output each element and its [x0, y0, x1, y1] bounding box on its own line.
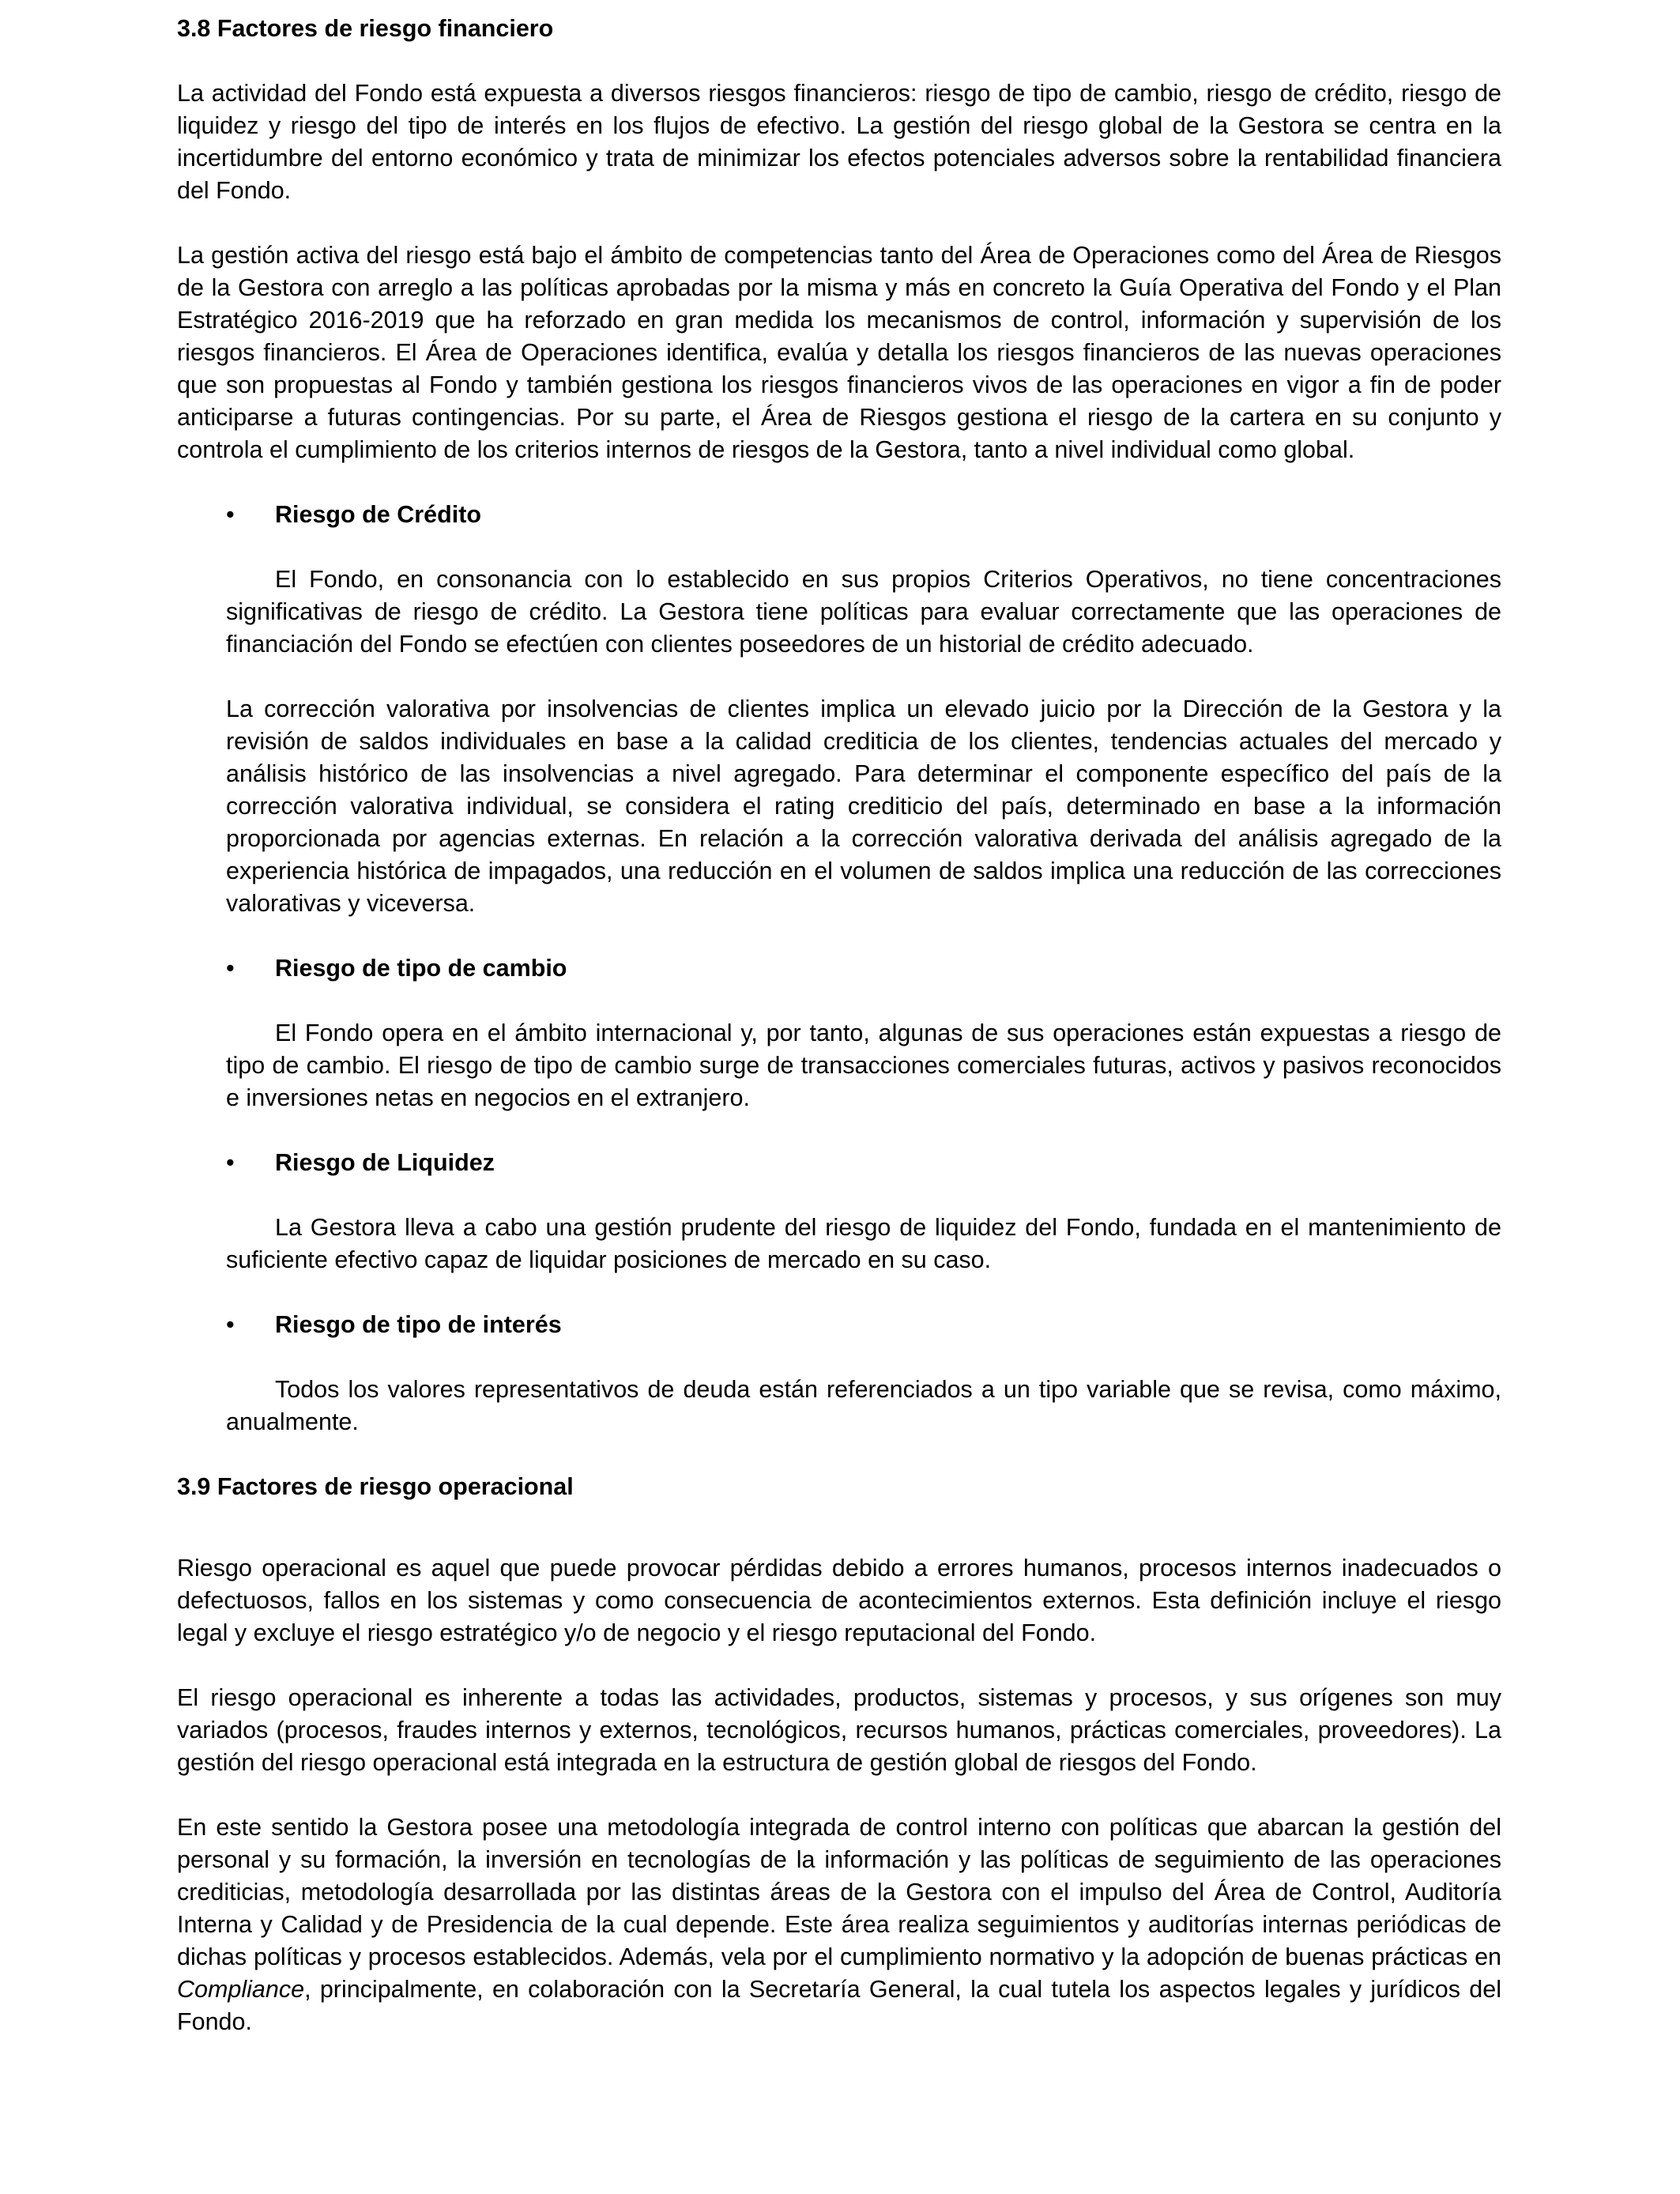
- paragraph-active-management: La gestión activa del riesgo está bajo el ámbito de competencias tanto del Área de Operaciones como del Área de Riesgos de la Gestora con arreglo a las políticas aprobadas por la misma y más en concreto la Guía Operativa del Fondo y el Plan Estratégico 2016-2019 que ha reforzado en gran medida los mecanismos de control, información y supervisión de los riesgos financieros. El Área de Operaciones identifica, evalúa y detalla los riesgos financieros de las nuevas operaciones que son propuestas al Fondo y también gestiona los riesgos financieros vivos de las operaciones en vigor a fin de poder anticiparse a futuras contingencias. Por su parte, el Área de Riesgos gestiona el riesgo de la cartera en su conjunto y controla el cumplimiento de los criterios internos de riesgos de la Gestora, tanto a nivel individual como global.: [177, 242, 1501, 463]
- bullet-icon: •: [226, 1149, 235, 1176]
- compliance-term: Compliance: [177, 1976, 305, 2003]
- paragraph-intro: La actividad del Fondo está expuesta a diversos riesgos financieros: riesgo de tipo de cambio, riesgo de crédito, riesgo de liquidez y riesgo del tipo de interés en los flujos de efectivo. La gestión del riesgo global de la Gestora se centra en la incertidumbre del entorno económico y trata de minimizar los efectos potenciales adversos sobre la rentabilidad financiera del Fondo.: [177, 80, 1501, 204]
- bullet-heading-fx: [226, 952, 1501, 985]
- paragraph-operational-3-end: , principalmente, en colaboración con la Secretaría General, la cual tutela los aspectos legales y jurídicos del Fondo.: [177, 1976, 1501, 2035]
- paragraph-credit-1: El Fondo, en consonancia con lo establecido en sus propios Criterios Operativos, no tiene concentraciones significativas de riesgo de crédito. La Gestora tiene políticas para evaluar correctamente que las operaciones de financiación del Fondo se efectúen con clientes poseedores de un historial de crédito adecuado.: [226, 566, 1501, 658]
- bullet-heading-credit: [226, 499, 1501, 531]
- section-heading-3-9: 3.9 Factores de riesgo operacional: [177, 1473, 574, 1500]
- paragraph-operational-3: [177, 1811, 1501, 2038]
- bullet-section-credit: [226, 499, 1501, 920]
- paragraph-liquidity-1: La Gestora lleva a cabo una gestión prudente del riesgo de liquidez del Fondo, fundada en el mantenimiento de suficiente efectivo capaz de liquidar posiciones de mercado en su caso.: [226, 1214, 1501, 1273]
- paragraph-operational-1: Riesgo operacional es aquel que puede provocar pérdidas debido a errores humanos, procesos internos inadecuados o defectuosos, fallos en los sistemas y como consecuencia de acontecimientos externos. Esta definición incluye el riesgo legal y excluye el riesgo estratégico y/o de negocio y el riesgo reputacional del Fondo.: [177, 1555, 1501, 1646]
- bullet-icon: •: [226, 955, 235, 982]
- bullet-title-interest: Riesgo de tipo de interés: [275, 1311, 562, 1338]
- bullet-title-credit: Riesgo de Crédito: [275, 501, 481, 528]
- bullet-title-fx: Riesgo de tipo de cambio: [275, 955, 567, 982]
- bullet-heading-interest: [226, 1309, 1501, 1341]
- section-heading-3-8: 3.8 Factores de riesgo financiero: [177, 15, 554, 42]
- paragraph-credit-2: La corrección valorativa por insolvencias de clientes implica un elevado juicio por la Dirección de la Gestora y la revisión de saldos individuales en base a la calidad crediticia de los clientes, tendencias actuales del mercado y análisis histórico de las insolvencias a nivel agregado. Para determinar el componente específico del país de la corrección valorativa individual, se considera el rating crediticio del país, determinado en base a la información proporcionada por agencias externas. En relación a la corrección valorativa derivada del análisis agregado de la experiencia histórica de impagados, una reducción en el volumen de saldos implica una reducción de las correcciones valorativas y viceversa.: [226, 696, 1501, 917]
- paragraph-operational-3-start: En este sentido la Gestora posee una metodología integrada de control interno con políticas que abarcan la gestión del personal y su formación, la inversión en tecnologías de la información y las políticas de seguimiento de las operaciones crediticias, metodología desarrollada por las distintas áreas de la Gestora con el impulso del Área de Control, Auditoría Interna y Calidad y de Presidencia de la cual depende. Este área realiza seguimientos y auditorías internas periódicas de dichas políticas y procesos establecidos. Además, vela por el cumplimiento normativo y la adopción de buenas prácticas en: [177, 1814, 1501, 1970]
- bullet-section-fx: [226, 952, 1501, 1114]
- bullet-section-liquidity: [226, 1147, 1501, 1276]
- paragraph-operational-2: El riesgo operacional es inherente a todas las actividades, productos, sistemas y procesos, y sus orígenes son muy variados (procesos, fraudes internos y externos, tecnológicos, recursos humanos, prácticas comerciales, proveedores). La gestión del riesgo operacional está integrada en la estructura de gestión global de riesgos del Fondo.: [177, 1684, 1501, 1776]
- bullet-icon: •: [226, 501, 235, 528]
- paragraph-fx-1: El Fondo opera en el ámbito internacional y, por tanto, algunas de sus operaciones están expuestas a riesgo de tipo de cambio. El riesgo de tipo de cambio surge de transacciones comerciales futuras, activos y pasivos reconocidos e inversiones netas en negocios en el extranjero.: [226, 1020, 1501, 1111]
- bullet-heading-liquidity: [226, 1147, 1501, 1179]
- document-page: [177, 13, 1501, 2038]
- bullet-section-interest: [226, 1309, 1501, 1438]
- bullet-icon: •: [226, 1311, 235, 1338]
- paragraph-interest-1: Todos los valores representativos de deuda están referenciados a un tipo variable que se revisa, como máximo, anualmente.: [226, 1376, 1501, 1435]
- bullet-title-liquidity: Riesgo de Liquidez: [275, 1149, 495, 1176]
